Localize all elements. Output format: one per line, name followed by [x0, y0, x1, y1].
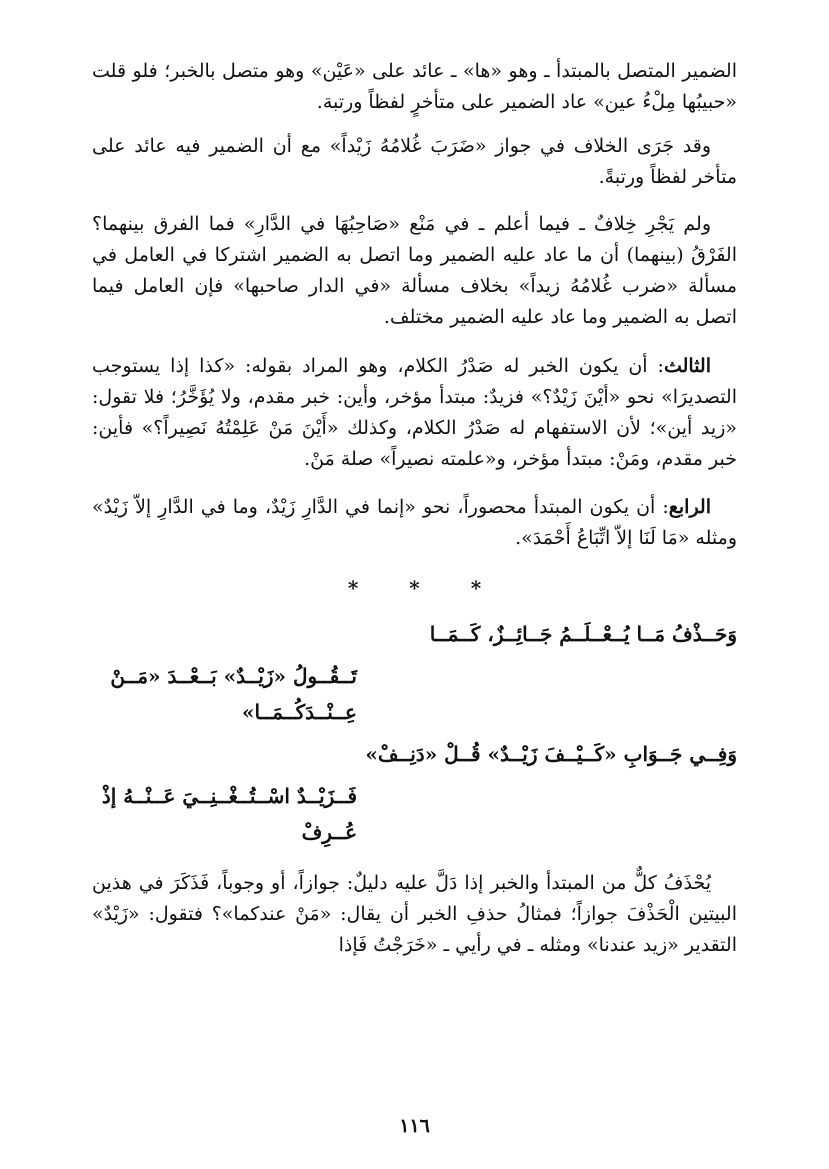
paragraph-khilaf: وقد جَرَى الخلاف في جواز «ضَرَبَ غُلامُهُ زَيْداً» مع أن الضمير فيه عائد على متأخر لفظاً ورتبةً. [92, 135, 737, 188]
verse-block [92, 616, 737, 850]
paragraph-intro: الضمير المتصل بالمبتدأ ـ وهو «ها» ـ عائد على «عَيْن» وهو متصل بالخبر؛ فلو قلت «حبيبُها مِلْءُ عين» عاد الضمير على متأخرٍ لفظاً ورتبة. [92, 60, 737, 113]
verse-line-1: وَحَــذْفُ مَــا يُــعْــلَــمُ جَــائِــزٌ، كَــمَــا [429, 622, 737, 646]
document-page [92, 52, 737, 1152]
section-separator: * * * [347, 576, 504, 600]
verse-line-3: وَفِــي جَــوَابِ «كَــيْــفَ زَيْــدٌ» قُــلْ «دَنِــفْ» [365, 742, 737, 766]
paragraph-fourth [92, 492, 737, 554]
paragraph-third-text: : أن يكون الخبر له صَدْرُ الكلام، وهو المراد بقوله: «كذا إذا يستوجب التصديرَا» نحو «أيْنَ زَيْدٌ؟» فزيدٌ: مبتدأ مؤخر، وأين: خبر مقدم، ولا يُؤَخَّرُ؛ فلا تقول: «زيد أين»؛ لأن الاستفهام له صَدْرُ الكلام، وكذلك «أَيْنَ مَنْ عَلِمْتُهُ نَصِيراً؟» فأين: خبر مقدم، ومَنْ: مبتدأ مؤخر، و«علمته نصيراً» صلة مَنْ. [92, 355, 737, 470]
paragraph-fourth-text: : أن يكون المبتدأ محصوراً، نحو «إنما في الدَّارِ زَيْدٌ، وما في الدَّارِ إلاّ زَيْدٌ» ومثله «مَا لَنَا إلاّ اتِّبَاعُ أَحْمَدَ». [92, 496, 737, 549]
term-third: الثالث [663, 355, 711, 377]
paragraph-hadhf: يُحْذَفُ كلٌّ من المبتدأ والخبر إذا دَلَّ عليه دليلٌ: جوازاً، أو وجوباً، فَذَكَرَ في هذين البيتين الْحَذْفَ جوازاً؛ فمثالُ حذفِ الخبر أن يقال: «مَنْ عندكما»؟ فتقول: «زَيْدٌ» التقدير «زيد عندنا» ومثله ـ في رأيي ـ «خَرَجْتُ فَإذا [92, 872, 737, 956]
verse-line-4: فَــزَيْــدٌ اسْــتُــغْــنِــيَ عَــنْــهُ إذْ عُــرِفْ [101, 784, 357, 844]
paragraph-farq: ولم يَجْرِ خِلافٌ ـ فيما أعلم ـ في مَنْع «صَاحِبُهَا في الدَّارِ» فما الفرق بينهما؟ الفَرْقُ (بينهما) أن ما عاد عليه الضمير وما اتصل به الضمير اشتركا في العامل في مسألة «ضرب غُلامُهُ زيداً» بخلاف مسألة «في الدار صاحبها» فإن العامل فيما اتصل به الضمير وما عاد عليه الضمير مختلف. [92, 213, 737, 328]
paragraph-third [92, 351, 737, 475]
verse-line-2: تَــقُــولُ «زَيْــدٌ» بَــعْــدَ «مَــنْ عِــنْــدَكُــمَــا» [110, 664, 357, 724]
term-fourth: الرابع [668, 496, 711, 518]
page-number: ١١٦ [399, 1115, 430, 1137]
